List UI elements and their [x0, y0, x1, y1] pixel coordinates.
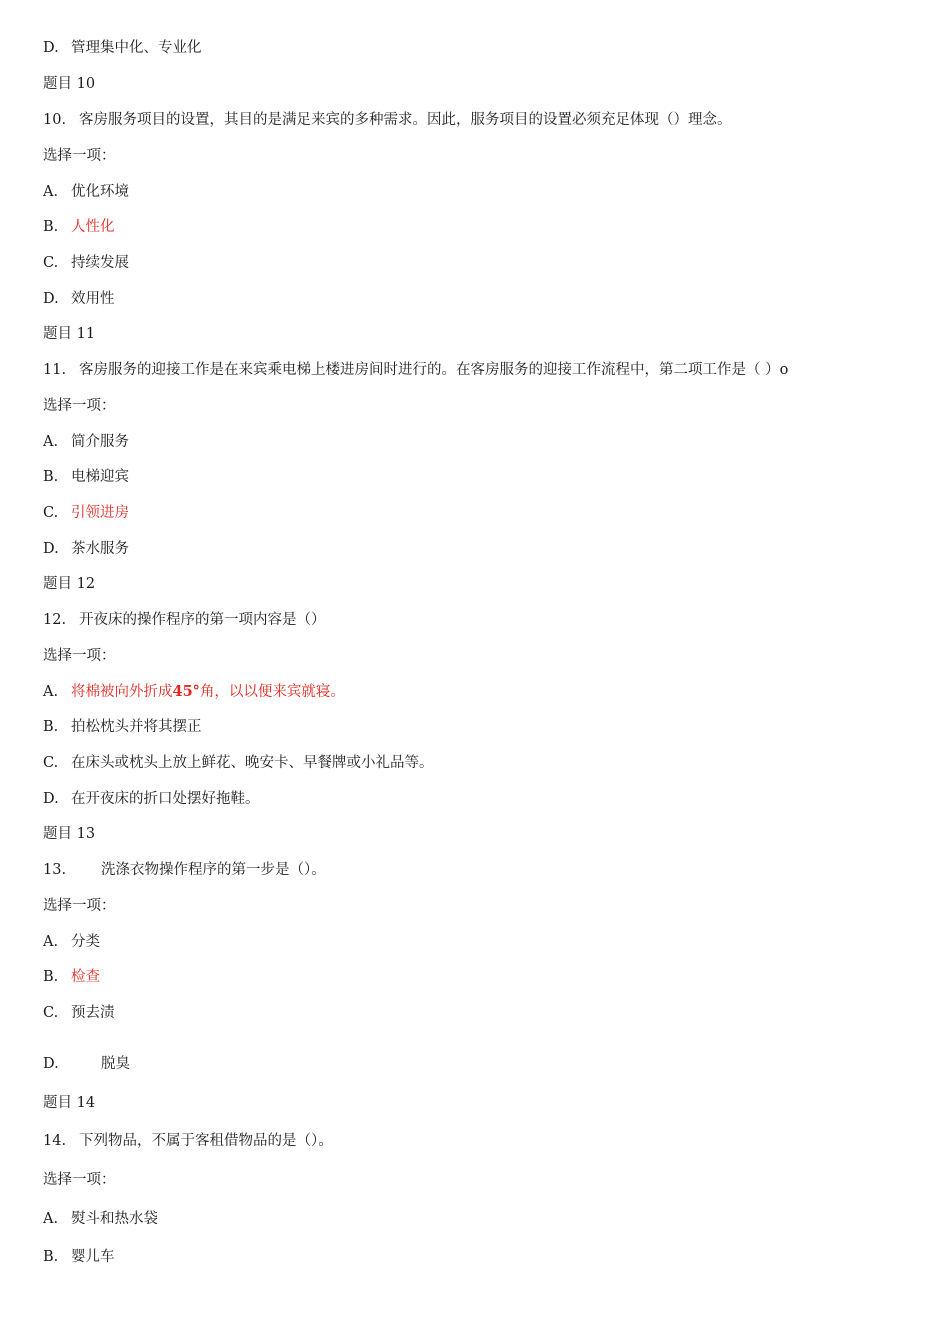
- option-b-correct[interactable]: B. 人性化: [43, 219, 115, 235]
- option-a[interactable]: A. 优化环境: [43, 184, 129, 200]
- option-a-correct[interactable]: A. 将棉被向外折成45°角，以以便来宾就寝。: [43, 683, 345, 700]
- question-14-text: 14. 下列物品，不属于客租借物品的是（）。: [43, 1133, 333, 1149]
- option-b[interactable]: B. 婴儿车: [43, 1249, 115, 1265]
- question-heading-10: 题目 10: [43, 76, 96, 92]
- select-one-prompt: 选择一项：: [43, 1172, 116, 1188]
- select-one-prompt: 选择一项：: [43, 648, 116, 664]
- option-d[interactable]: D. 茶水服务: [43, 541, 129, 557]
- option-c[interactable]: C. 在床头或枕头上放上鲜花、晚安卡、早餐牌或小礼品等。: [43, 755, 434, 771]
- question-heading-14: 题目 14: [43, 1095, 96, 1111]
- select-one-prompt: 选择一项：: [43, 148, 116, 164]
- question-12-text: 12. 开夜床的操作程序的第一项内容是（）: [43, 612, 326, 628]
- option-c-correct[interactable]: C. 引领进房: [43, 505, 129, 521]
- option-b[interactable]: B. 拍松枕头并将其摆正: [43, 719, 202, 735]
- question-heading-11: 题目 11: [43, 326, 96, 342]
- question-heading-13: 题目 13: [43, 826, 96, 842]
- question-13-text: 13. 洗涤衣物操作程序的第一步是（）。: [43, 862, 326, 878]
- option-d[interactable]: D. 脱臭: [43, 1056, 130, 1072]
- question-10-text: 10. 客房服务项目的设置，其目的是满足来宾的多种需求。因此，服务项目的设置必须充足体现（）理念。: [43, 112, 732, 128]
- option-d: D. 管理集中化、专业化: [43, 40, 202, 56]
- select-one-prompt: 选择一项：: [43, 898, 116, 914]
- option-d[interactable]: D. 效用性: [43, 291, 115, 307]
- option-b-correct[interactable]: B. 检查: [43, 969, 100, 985]
- question-11-text: 11. 客房服务的迎接工作是在来宾乘电梯上楼进房间时进行的。在客房服务的迎接工作流程中，第二项工作是（ ）o: [43, 362, 789, 378]
- option-a[interactable]: A. 简介服务: [43, 434, 129, 450]
- option-d[interactable]: D. 在开夜床的折口处摆好拖鞋。: [43, 791, 260, 807]
- question-heading-12: 题目 12: [43, 576, 96, 592]
- select-one-prompt: 选择一项：: [43, 398, 116, 414]
- option-a[interactable]: A. 熨斗和热水袋: [43, 1211, 158, 1227]
- option-c[interactable]: C. 持续发展: [43, 255, 129, 271]
- option-a[interactable]: A. 分类: [43, 934, 100, 950]
- option-b[interactable]: B. 电梯迎宾: [43, 469, 129, 485]
- option-c[interactable]: C. 预去渍: [43, 1005, 115, 1021]
